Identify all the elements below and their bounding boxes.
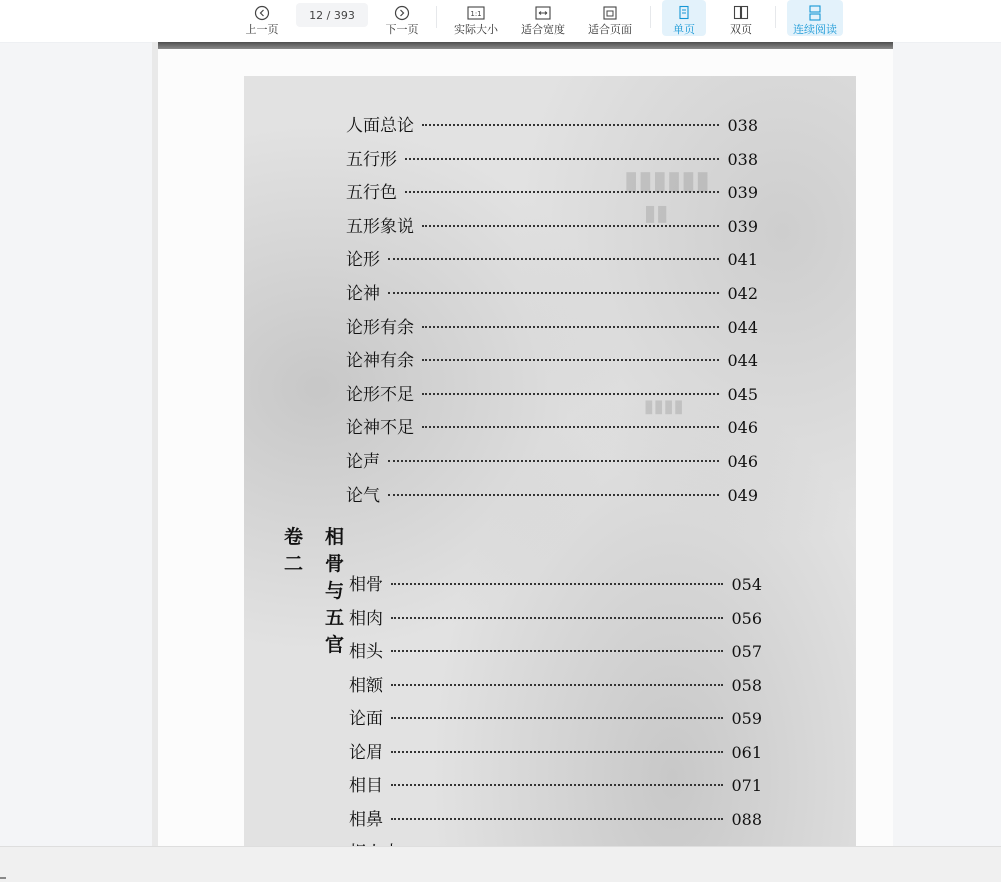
- toc-leader-dots: [422, 359, 719, 361]
- toc-entry-title: 论神有余: [346, 351, 414, 372]
- bleed-through-text: ▮▮▮▮▮▮: [624, 166, 710, 196]
- toc-entry-title: 论气: [346, 485, 380, 506]
- toc-entry[interactable]: [346, 413, 758, 438]
- toc-leader-dots: [388, 292, 719, 294]
- toc-entry[interactable]: [346, 178, 758, 203]
- toc-entry-page: 038: [727, 149, 758, 169]
- toc-entry[interactable]: [346, 212, 758, 237]
- toc-entry-page: 044: [727, 317, 758, 337]
- toc-entry-title: 相鼻: [349, 809, 383, 830]
- toc-entry-page: 054: [731, 575, 762, 594]
- toc-entry-page: 039: [727, 183, 758, 203]
- status-indicator: [0, 877, 6, 879]
- toc-entry[interactable]: [346, 245, 758, 270]
- svg-text:1:1: 1:1: [470, 10, 482, 18]
- fit-page-label: 适合页面: [588, 23, 632, 36]
- toc-entry-title: 论眉: [349, 742, 383, 763]
- double-page-button[interactable]: [719, 0, 763, 36]
- chapter-title: 相骨与五官: [325, 526, 345, 656]
- document-page[interactable]: [152, 42, 893, 846]
- toc-entry-page: 071: [731, 776, 762, 795]
- toc-entry[interactable]: [349, 671, 762, 696]
- chevron-left-circle-icon: [253, 6, 271, 20]
- toc-entry-title: 相头: [349, 642, 383, 662]
- toc-entry-title: 五行色: [346, 183, 397, 204]
- fit-width-icon: [534, 6, 552, 20]
- toc-entry-page: 042: [727, 284, 758, 303]
- prev-page-button[interactable]: [244, 0, 280, 36]
- toc-entry-title: 五行形: [346, 149, 397, 170]
- toc-entry[interactable]: [346, 111, 758, 136]
- viewer-toolbar: [0, 0, 1001, 43]
- toc-entry-title: 相额: [349, 675, 383, 696]
- toc-entry[interactable]: [349, 570, 762, 595]
- toc-entry[interactable]: [349, 604, 762, 629]
- toc-leader-dots: [422, 326, 719, 328]
- single-page-button[interactable]: [662, 0, 706, 36]
- page-indicator-text: 12 / 393: [309, 8, 355, 22]
- next-page-label: 下一页: [385, 23, 419, 36]
- toc-entry-title: 论声: [346, 452, 380, 472]
- chapter-number: 卷二: [284, 526, 304, 575]
- toolbar-divider: [775, 6, 776, 28]
- toc-leader-dots: [391, 818, 723, 820]
- toc-leader-dots: [391, 684, 723, 686]
- chapter-heading[interactable]: [284, 522, 344, 657]
- double-page-label: 双页: [730, 23, 752, 36]
- bleed-through-text: ▮▮▮▮: [644, 396, 684, 417]
- toc-entry[interactable]: [346, 279, 758, 304]
- continuous-reading-button[interactable]: [787, 0, 843, 36]
- toc-entry-page: 041: [727, 250, 758, 270]
- toc-entry[interactable]: [349, 738, 762, 763]
- toc-entry-title: 论形: [346, 250, 380, 271]
- toc-entry-page: 038: [727, 116, 758, 135]
- toc-leader-dots: [405, 191, 719, 193]
- double-page-icon: [732, 6, 750, 20]
- toc-entry[interactable]: [346, 481, 758, 506]
- toc-leader-dots: [422, 393, 719, 395]
- toc-entry-page: 059: [731, 709, 762, 728]
- continuous-reading-label: 连续阅读: [793, 23, 837, 36]
- toc-entry-title: 相骨: [349, 575, 383, 595]
- toc-entry[interactable]: [346, 145, 758, 170]
- toc-leader-dots: [405, 158, 719, 160]
- fit-page-button[interactable]: [586, 0, 634, 36]
- toc-entry-page: 056: [731, 608, 762, 628]
- toc-entry-title: 论神: [346, 284, 380, 304]
- toc-entry-title: 人面总论: [346, 116, 414, 136]
- toc-entry-page: 046: [727, 452, 758, 471]
- toc-entry-title: 论形不足: [346, 384, 414, 405]
- toc-entry-title: 相肉: [349, 608, 383, 629]
- prev-page-label: 上一页: [245, 23, 279, 36]
- toc-entry[interactable]: [349, 771, 762, 796]
- toc-leader-dots: [391, 583, 723, 585]
- toc-entry-page: 046: [727, 418, 758, 438]
- toc-entry-page: 061: [731, 742, 762, 762]
- toc-entry-title: 论形有余: [346, 317, 414, 338]
- actual-size-button[interactable]: [452, 0, 500, 36]
- toc-entry-title: 五形象说: [346, 216, 414, 237]
- fit-width-label: 适合宽度: [521, 23, 565, 36]
- toc-entry-page: 088: [731, 809, 762, 829]
- toc-entry-page: 057: [731, 642, 762, 661]
- toc-leader-dots: [391, 717, 723, 719]
- page-number-input[interactable]: [296, 3, 368, 27]
- toc-leader-dots: [391, 784, 723, 786]
- toc-entry[interactable]: [346, 380, 758, 405]
- toc-entry-page: 039: [727, 216, 758, 236]
- actual-size-label: 实际大小: [454, 23, 498, 36]
- toc-leader-dots: [422, 124, 719, 126]
- toc-entry[interactable]: [349, 805, 762, 830]
- actual-size-icon: [467, 6, 485, 20]
- toc-entry-title: 论神不足: [346, 418, 414, 439]
- toc-leader-dots: [422, 426, 719, 428]
- toc-entry-page: 045: [727, 384, 758, 404]
- toc-entry-page: 058: [731, 675, 762, 695]
- single-page-label: 单页: [673, 23, 695, 36]
- toc-leader-dots: [388, 460, 719, 462]
- next-page-button[interactable]: [384, 0, 420, 36]
- single-page-icon: [675, 6, 693, 20]
- status-bar: [0, 846, 1001, 882]
- toc-entry-title: 相目: [349, 776, 383, 796]
- fit-width-button[interactable]: [519, 0, 567, 36]
- toc-leader-dots: [388, 258, 719, 260]
- toc-entry[interactable]: [349, 704, 762, 729]
- toc-entry[interactable]: [346, 313, 758, 338]
- toc-leader-dots: [391, 751, 723, 753]
- toc-entry[interactable]: [346, 447, 758, 472]
- chevron-right-circle-icon: [393, 6, 411, 20]
- toc-entry[interactable]: [346, 346, 758, 371]
- toc-leader-dots: [422, 225, 719, 227]
- toc-entry-page: 049: [727, 485, 758, 505]
- toc-entry-page: 044: [727, 351, 758, 371]
- toc-leader-dots: [391, 617, 723, 619]
- toc-entry[interactable]: [349, 637, 762, 662]
- toc-leader-dots: [388, 494, 719, 496]
- page-top-edge: [158, 42, 893, 49]
- toc-leader-dots: [391, 650, 723, 652]
- continuous-scroll-icon: [806, 6, 824, 20]
- bleed-through-text: ▮▮: [644, 201, 669, 226]
- fit-page-icon: [601, 6, 619, 20]
- toolbar-divider: [436, 6, 437, 28]
- toc-entry-title: 论面: [349, 709, 383, 729]
- toolbar-divider: [650, 6, 651, 28]
